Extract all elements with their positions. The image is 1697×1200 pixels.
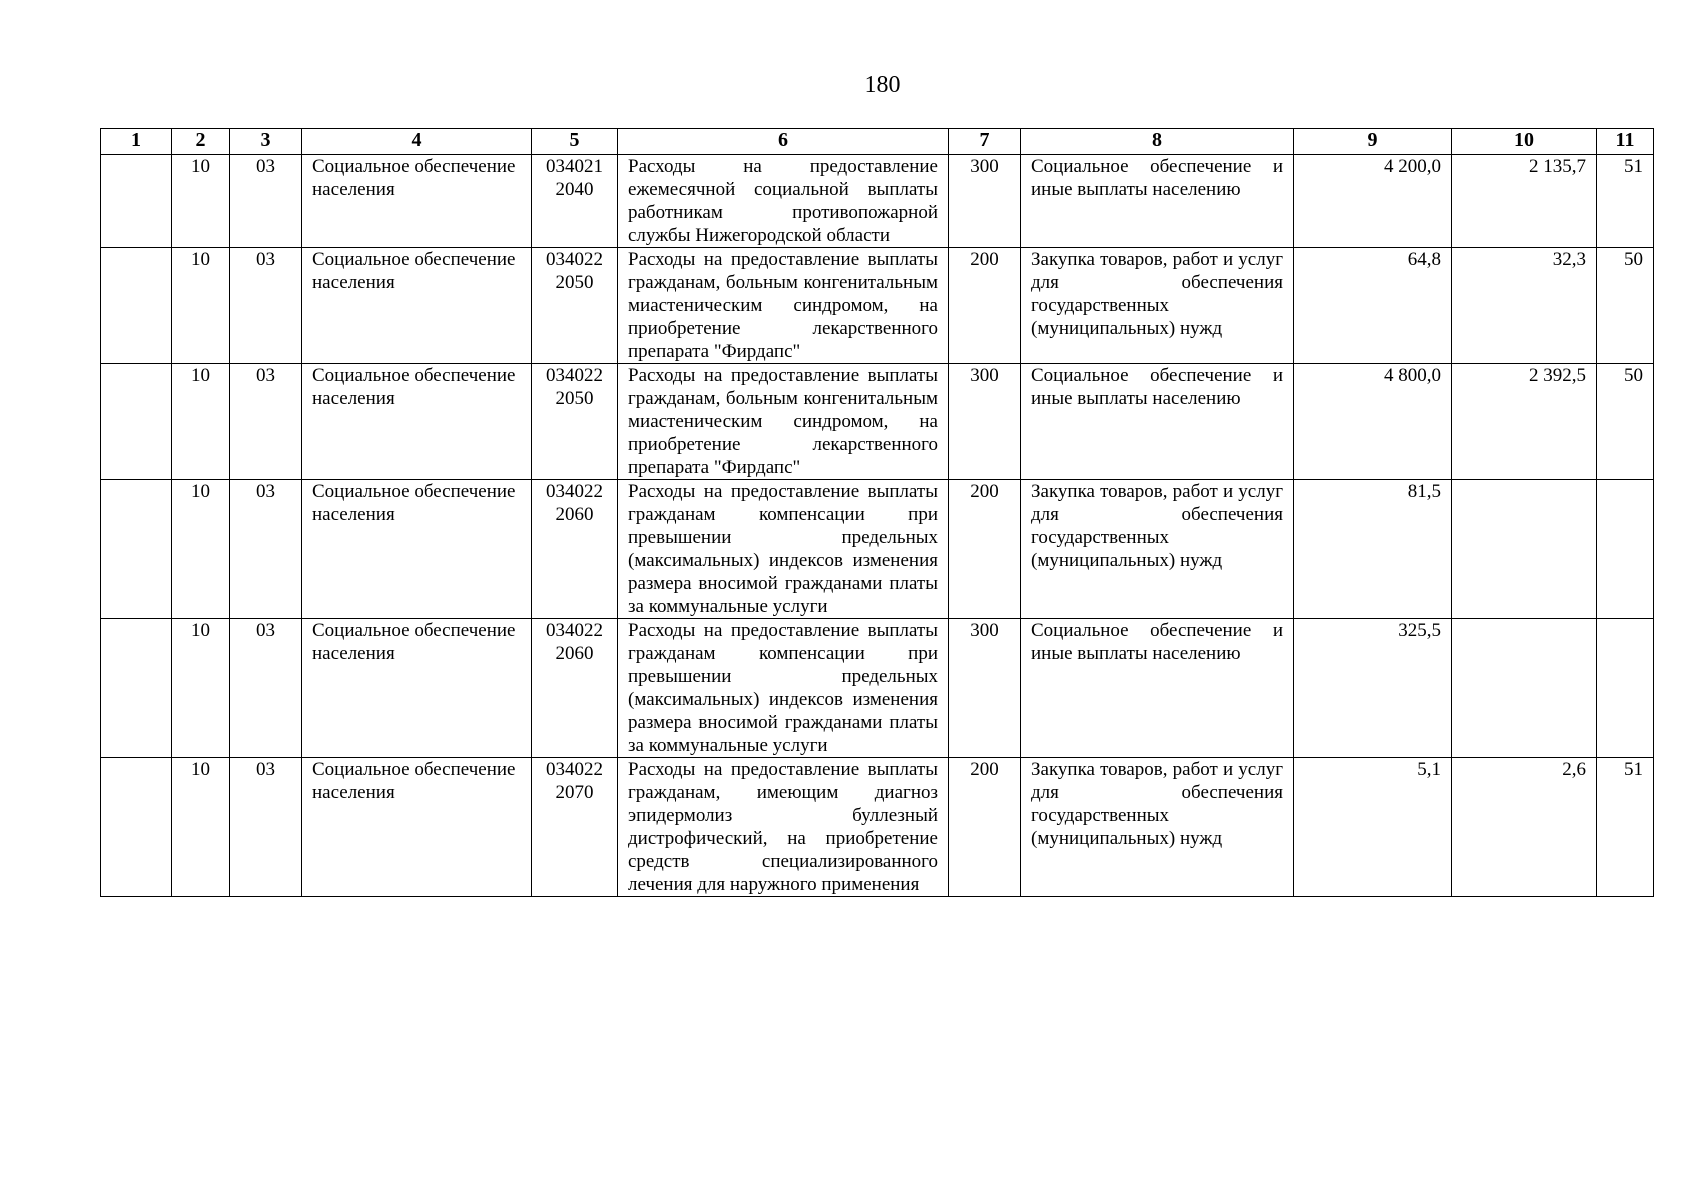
cell-target-name: Расходы на предоставление выплаты гражданам, имеющим диагноз эпидермолиз буллезный дистрофический, на приобретение средств специализированного лечения для наружного применения <box>618 758 949 897</box>
cell-target-code <box>532 364 618 480</box>
table-row <box>101 364 1654 480</box>
cell-subsection-name: Социальное обеспечение населения <box>302 155 532 248</box>
cell-target-code <box>532 248 618 364</box>
header-cell: 8 <box>1021 129 1294 155</box>
target-code-part1: 034022 <box>546 249 603 270</box>
table-row <box>101 619 1654 758</box>
cell-amount-actual <box>1452 619 1597 758</box>
table-row <box>101 758 1654 897</box>
cell-expense-type: 200 <box>949 758 1021 897</box>
target-code-part1: 034021 <box>546 156 603 177</box>
target-code-part1: 034022 <box>546 365 603 386</box>
cell-amount-actual: 2 135,7 <box>1452 155 1597 248</box>
cell-percent <box>1597 619 1654 758</box>
cell-expense-type-name: Социальное обеспечение и иные выплаты населению <box>1021 619 1294 758</box>
target-code-part2: 2040 <box>555 179 594 200</box>
header-cell: 3 <box>230 129 302 155</box>
cell-expense-type: 200 <box>949 480 1021 619</box>
target-code-part2: 2060 <box>555 504 594 525</box>
cell-expense-type-name: Закупка товаров, работ и услуг для обеспечения государственных (муниципальных) нужд <box>1021 480 1294 619</box>
cell-percent <box>1597 480 1654 619</box>
header-cell: 4 <box>302 129 532 155</box>
cell-subsection-name: Социальное обеспечение населения <box>302 619 532 758</box>
cell-section: 10 <box>172 758 230 897</box>
cell-section: 10 <box>172 155 230 248</box>
cell-expense-type: 200 <box>949 248 1021 364</box>
cell-target-name: Расходы на предоставление ежемесячной социальной выплаты работникам противопожарной службы Нижегородской области <box>618 155 949 248</box>
cell-subsection-name: Социальное обеспечение населения <box>302 248 532 364</box>
cell-col1 <box>101 758 172 897</box>
page-number: 180 <box>864 72 901 98</box>
header-cell: 9 <box>1294 129 1452 155</box>
cell-expense-type-name: Социальное обеспечение и иные выплаты населению <box>1021 364 1294 480</box>
cell-amount-actual: 32,3 <box>1452 248 1597 364</box>
target-code-part1: 034022 <box>546 620 603 641</box>
target-code-part2: 2050 <box>555 388 594 409</box>
cell-amount-plan: 64,8 <box>1294 248 1452 364</box>
header-cell: 5 <box>532 129 618 155</box>
table-row <box>101 480 1654 619</box>
cell-amount-actual: 2,6 <box>1452 758 1597 897</box>
cell-subsection: 03 <box>230 758 302 897</box>
cell-amount-actual: 2 392,5 <box>1452 364 1597 480</box>
table-row <box>101 248 1654 364</box>
cell-section: 10 <box>172 248 230 364</box>
target-code-part2: 2060 <box>555 643 594 664</box>
header-row <box>101 129 1654 155</box>
cell-target-name: Расходы на предоставление выплаты гражданам компенсации при превышении предельных (максимальных) индексов изменения размера вносимой гражданами платы за коммунальные услуги <box>618 619 949 758</box>
cell-section: 10 <box>172 619 230 758</box>
cell-subsection: 03 <box>230 248 302 364</box>
cell-expense-type-name: Закупка товаров, работ и услуг для обеспечения государственных (муниципальных) нужд <box>1021 248 1294 364</box>
header-cell: 1 <box>101 129 172 155</box>
target-code-part2: 2050 <box>555 272 594 293</box>
cell-col1 <box>101 155 172 248</box>
cell-subsection: 03 <box>230 155 302 248</box>
target-code-part2: 2070 <box>555 782 594 803</box>
cell-col1 <box>101 480 172 619</box>
cell-expense-type: 300 <box>949 619 1021 758</box>
cell-expense-type: 300 <box>949 364 1021 480</box>
cell-expense-type-name: Социальное обеспечение и иные выплаты населению <box>1021 155 1294 248</box>
cell-target-name: Расходы на предоставление выплаты гражданам, больным конгенитальным миастеническим синдромом, на приобретение лекарственного препарата "Фирдапс" <box>618 248 949 364</box>
cell-target-name: Расходы на предоставление выплаты гражданам компенсации при превышении предельных (максимальных) индексов изменения размера вносимой гражданами платы за коммунальные услуги <box>618 480 949 619</box>
cell-amount-plan: 4 800,0 <box>1294 364 1452 480</box>
cell-subsection-name: Социальное обеспечение населения <box>302 364 532 480</box>
cell-subsection-name: Социальное обеспечение населения <box>302 758 532 897</box>
cell-target-code <box>532 480 618 619</box>
cell-target-code <box>532 155 618 248</box>
cell-section: 10 <box>172 364 230 480</box>
cell-percent: 51 <box>1597 155 1654 248</box>
cell-col1 <box>101 364 172 480</box>
cell-target-code <box>532 758 618 897</box>
cell-amount-plan: 5,1 <box>1294 758 1452 897</box>
cell-percent: 50 <box>1597 248 1654 364</box>
cell-subsection: 03 <box>230 364 302 480</box>
table-row <box>101 155 1654 248</box>
header-cell: 2 <box>172 129 230 155</box>
cell-expense-type: 300 <box>949 155 1021 248</box>
cell-subsection: 03 <box>230 619 302 758</box>
cell-expense-type-name: Закупка товаров, работ и услуг для обеспечения государственных (муниципальных) нужд <box>1021 758 1294 897</box>
cell-col1 <box>101 248 172 364</box>
target-code-part1: 034022 <box>546 759 603 780</box>
target-code-part1: 034022 <box>546 481 603 502</box>
header-cell: 7 <box>949 129 1021 155</box>
cell-section: 10 <box>172 480 230 619</box>
cell-col1 <box>101 619 172 758</box>
header-cell: 10 <box>1452 129 1597 155</box>
cell-percent: 51 <box>1597 758 1654 897</box>
cell-target-code <box>532 619 618 758</box>
cell-percent: 50 <box>1597 364 1654 480</box>
cell-amount-plan: 81,5 <box>1294 480 1452 619</box>
cell-subsection: 03 <box>230 480 302 619</box>
cell-amount-plan: 4 200,0 <box>1294 155 1452 248</box>
cell-target-name: Расходы на предоставление выплаты гражданам, больным конгенитальным миастеническим синдромом, на приобретение лекарственного препарата "Фирдапс" <box>618 364 949 480</box>
cell-subsection-name: Социальное обеспечение населения <box>302 480 532 619</box>
cell-amount-plan: 325,5 <box>1294 619 1452 758</box>
header-cell: 6 <box>618 129 949 155</box>
budget-table <box>100 128 1654 897</box>
cell-amount-actual <box>1452 480 1597 619</box>
header-cell: 11 <box>1597 129 1654 155</box>
